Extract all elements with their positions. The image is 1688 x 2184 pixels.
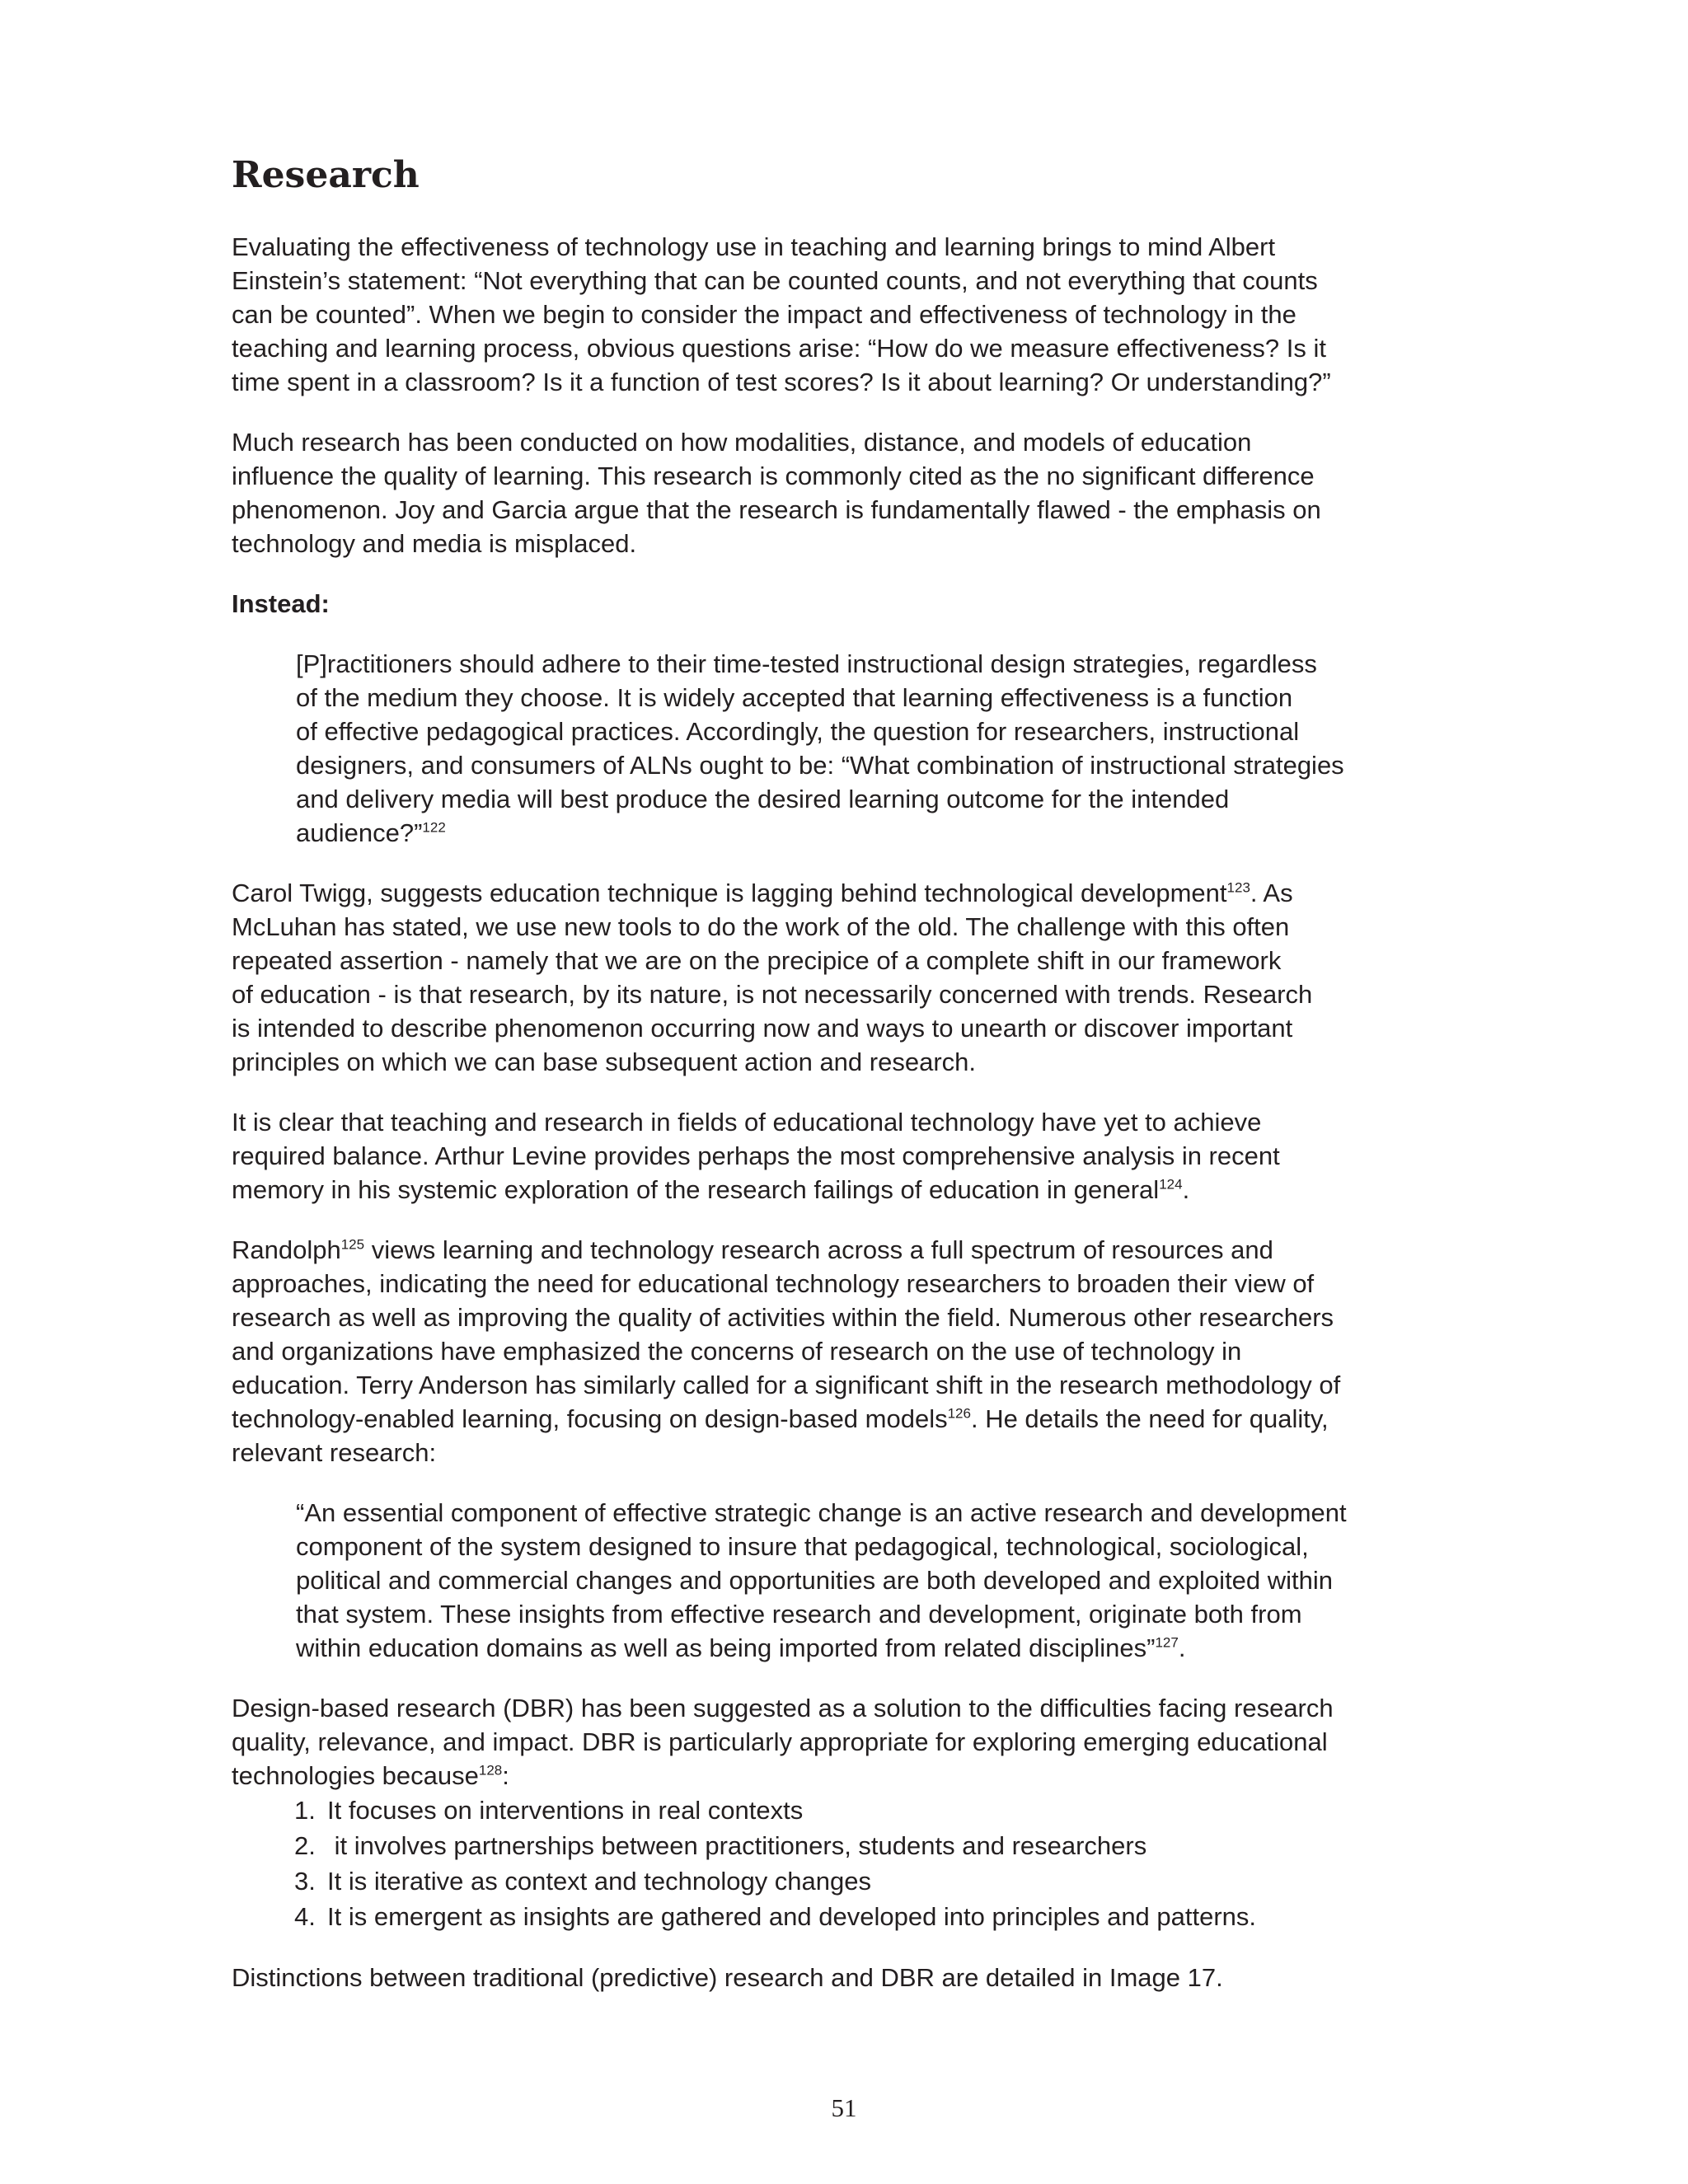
- list-number: 4.: [294, 1902, 316, 1931]
- list-text: it involves partnerships between practitioners, students and researchers: [327, 1831, 1147, 1860]
- footnote-ref-124[interactable]: 124: [1159, 1176, 1183, 1193]
- page-number: 51: [831, 2093, 857, 2122]
- footnote-ref-128[interactable]: 128: [478, 1762, 503, 1779]
- list-item: [294, 1793, 1451, 1828]
- list-text: It focuses on interventions in real contexts: [327, 1796, 804, 1825]
- quote-line: designers, and consumers of ALNs ought to be: “What combination of instructional strategies: [296, 751, 1344, 780]
- footnote-ref-127[interactable]: 127: [1155, 1634, 1179, 1651]
- text-segment: technologies because: [232, 1761, 479, 1790]
- text-line: [232, 876, 1451, 910]
- text-segment: .: [1182, 1175, 1190, 1204]
- quote-line: that system. These insights from effective research and development, originate both from: [296, 1600, 1302, 1629]
- list-text: It is iterative as context and technology changes: [327, 1867, 872, 1896]
- text-segment: . As: [1250, 879, 1293, 907]
- text-line: It is clear that teaching and research in fields of educational technology have yet to achieve: [232, 1108, 1262, 1137]
- text-segment: technology-enabled learning, focusing on design-based models: [232, 1404, 948, 1433]
- quote-line: [P]ractitioners should adhere to their time-tested instructional design strategies, regardless: [296, 649, 1317, 678]
- quote-line: component of the system designed to insure that pedagogical, technological, sociological,: [296, 1532, 1309, 1561]
- paragraph-randolph: [232, 1233, 1451, 1469]
- text-line: quality, relevance, and impact. DBR is particularly appropriate for exploring emerging educational: [232, 1727, 1328, 1756]
- list-item: [294, 1828, 1451, 1863]
- footnote-ref-122[interactable]: 122: [422, 819, 446, 836]
- text-line: principles on which we can base subsequent action and research.: [232, 1047, 976, 1076]
- text-segment: memory in his systemic exploration of the research failings of education in general: [232, 1175, 1160, 1204]
- text-line: Einstein’s statement: “Not everything that can be counted counts, and not everything that counts: [232, 266, 1318, 295]
- text-line: Design-based research (DBR) has been suggested as a solution to the difficulties facing research: [232, 1694, 1334, 1722]
- paragraph-einstein: [232, 230, 1451, 399]
- text-line: time spent in a classroom? Is it a function of test scores? Is it about learning? Or understanding?”: [232, 368, 1331, 396]
- text-line: [232, 1233, 1451, 1267]
- text-segment: . He details the need for quality,: [970, 1404, 1329, 1433]
- quote-line: political and commercial changes and opportunities are both developed and exploited within: [296, 1566, 1334, 1595]
- text-line: required balance. Arthur Levine provides perhaps the most comprehensive analysis in recent: [232, 1141, 1280, 1170]
- text-line: [232, 1173, 1451, 1207]
- text-line: Evaluating the effectiveness of technology use in teaching and learning brings to mind Albert: [232, 232, 1276, 261]
- text-line: and organizations have emphasized the concerns of research on the use of technology in: [232, 1337, 1242, 1366]
- list-number: 3.: [294, 1867, 316, 1896]
- text-segment: Carol Twigg, suggests education technique is lagging behind technological development: [232, 879, 1227, 907]
- text-line: phenomenon. Joy and Garcia argue that the research is fundamentally flawed - the emphasis on: [232, 495, 1321, 524]
- list-number: 2.: [294, 1831, 316, 1860]
- footnote-ref-123[interactable]: 123: [1226, 879, 1250, 896]
- paragraph-twigg: [232, 876, 1451, 1079]
- text-line: is intended to describe phenomenon occurring now and ways to unearth or discover important: [232, 1014, 1293, 1043]
- paragraph-distinctions: Distinctions between traditional (predictive) research and DBR are detailed in Image 17.: [232, 1963, 1223, 1992]
- text-line: [232, 1402, 1451, 1436]
- text-line: approaches, indicating the need for educational technology researchers to broaden their view of: [232, 1269, 1315, 1298]
- text-segment: Randolph: [232, 1235, 341, 1264]
- list-item: [294, 1899, 1451, 1934]
- block-quote-anderson: [296, 1496, 1451, 1665]
- quote-line: of effective pedagogical practices. Accordingly, the question for researchers, instructional: [296, 717, 1300, 746]
- instead-label: Instead:: [232, 589, 330, 618]
- text-line: can be counted”. When we begin to consider the impact and effectiveness of technology in the: [232, 300, 1296, 329]
- section-heading: Research: [232, 154, 420, 196]
- quote-line: and delivery media will best produce the desired learning outcome for the intended: [296, 785, 1230, 813]
- text-segment: views learning and technology research across a full spectrum of resources and: [364, 1235, 1273, 1264]
- text-line: relevant research:: [232, 1438, 437, 1467]
- paragraph-levine: [232, 1105, 1451, 1207]
- text-line: teaching and learning process, obvious questions arise: “How do we measure effectiveness? Is it: [232, 334, 1326, 363]
- quote-line: of the medium they choose. It is widely accepted that learning effectiveness is a function: [296, 683, 1293, 712]
- quote-line: “An essential component of effective strategic change is an active research and development: [296, 1498, 1347, 1527]
- text-line: McLuhan has stated, we use new tools to do the work of the old. The challenge with this often: [232, 912, 1290, 941]
- footnote-ref-125[interactable]: 125: [340, 1236, 365, 1253]
- text-line: technology and media is misplaced.: [232, 529, 637, 558]
- document-page: [232, 152, 1451, 2021]
- quote-text: .: [1178, 1633, 1186, 1662]
- block-quote-practitioners: [296, 647, 1451, 850]
- text-line: [232, 1759, 1451, 1793]
- text-line: of education - is that research, by its nature, is not necessarily concerned with trends. Research: [232, 980, 1313, 1009]
- text-line: Much research has been conducted on how modalities, distance, and models of education: [232, 428, 1252, 457]
- quote-line: [296, 816, 1451, 850]
- quote-text: within education domains as well as being imported from related disciplines”: [296, 1633, 1156, 1662]
- quote-line: [296, 1631, 1451, 1665]
- list-item: [294, 1863, 1451, 1899]
- text-line: repeated assertion - namely that we are on the precipice of a complete shift in our framework: [232, 946, 1282, 975]
- text-line: education. Terry Anderson has similarly called for a significant shift in the research methodology of: [232, 1371, 1341, 1399]
- quote-text: audience?”: [296, 818, 423, 847]
- text-segment: :: [502, 1761, 509, 1790]
- dbr-list: [232, 1793, 1451, 1934]
- footnote-ref-126[interactable]: 126: [947, 1405, 971, 1422]
- paragraph-dbr: [232, 1691, 1451, 1793]
- text-line: influence the quality of learning. This research is commonly cited as the no significant difference: [232, 462, 1315, 490]
- list-number: 1.: [294, 1796, 316, 1825]
- text-line: research as well as improving the quality of activities within the field. Numerous other researchers: [232, 1303, 1334, 1332]
- paragraph-no-significant-difference: [232, 425, 1451, 560]
- list-text: It is emergent as insights are gathered and developed into principles and patterns.: [327, 1902, 1257, 1931]
